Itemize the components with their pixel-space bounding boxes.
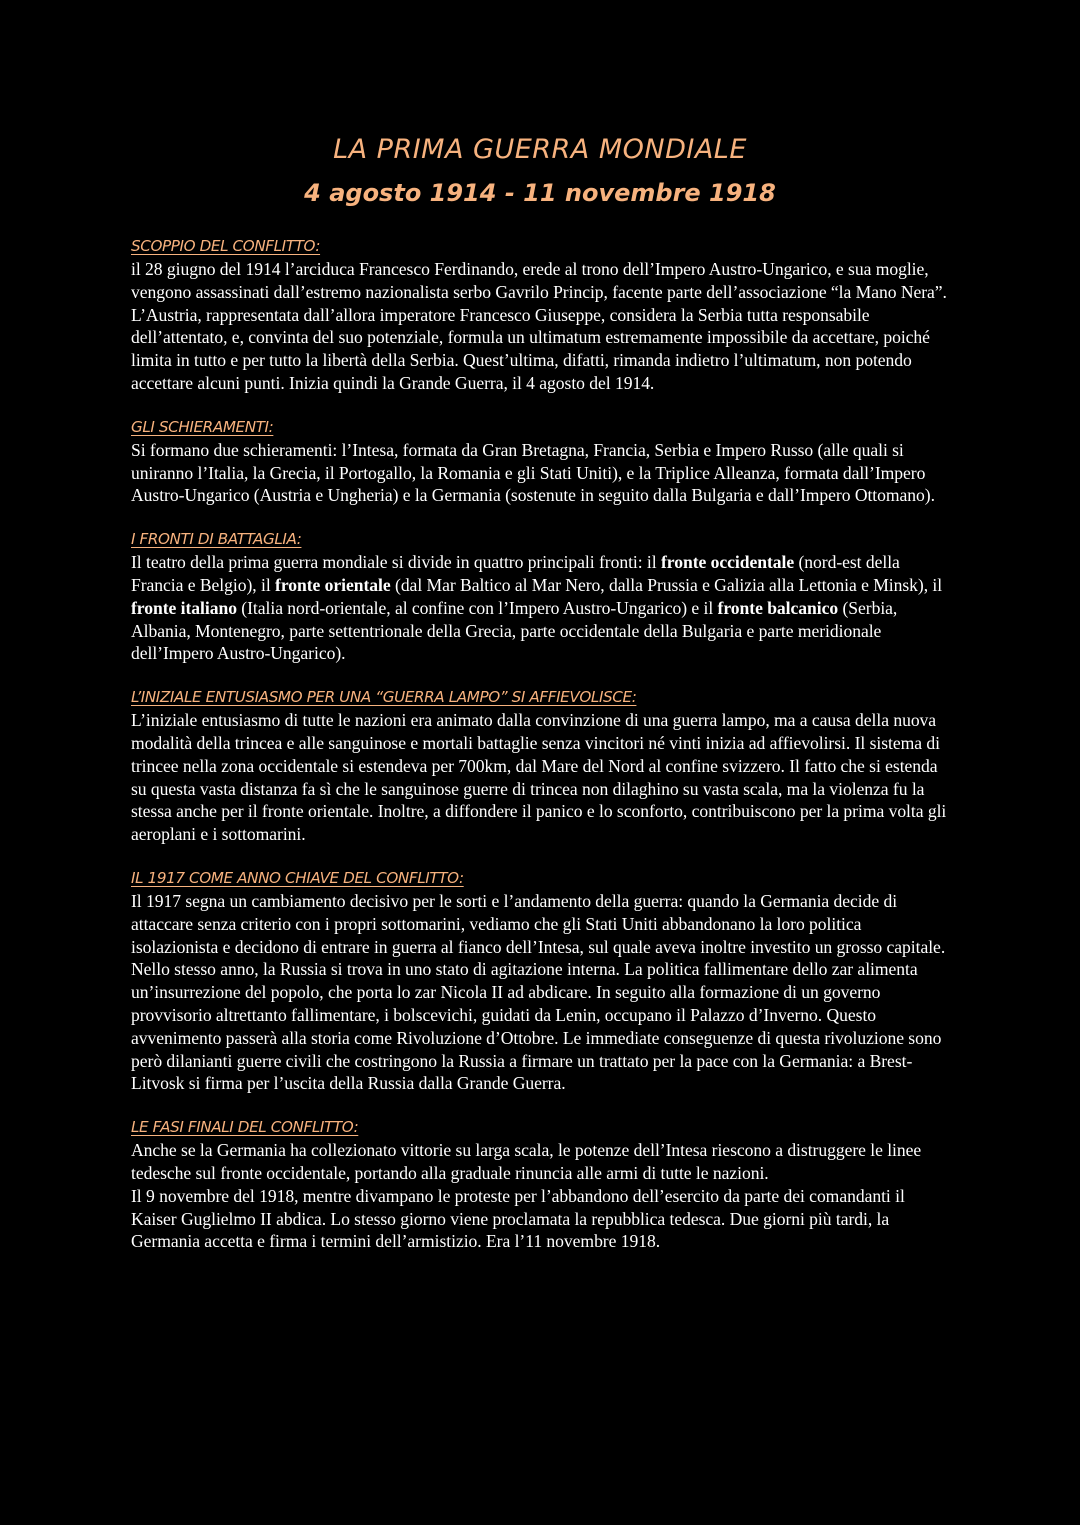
section-paragraph: il 28 giugno del 1914 l’arciduca Francesco Ferdinando, erede al trono dell’Impero Austro-Ungarico, e sua moglie, vengono assassinati dall’estremo nazionalista serbo Gavrilo Princip, facente parte dell’associazione “la Mano Nera”. L’Austria, rappresentata dall’allora imperatore Francesco Giuseppe, considera la Serbia tutta responsabile dell’attentato, e, convinta del suo potenziale, formula un ultimatum estremamente impossibile da accettare, poiché limita in tutto e per tutto la libertà della Serbia. Quest’ultima, difatti, rimanda indietro l’ultimatum, non potendo accettare alcuni punti. Inizia quindi la Grande Guerra, il 4 agosto del 1914. bbox=[131, 259, 947, 393]
section-paragraph: Il 1917 segna un cambiamento decisivo per le sorti e l’andamento della guerra: quando la Germania decide di attaccare senza criterio con i propri sottomarini, vediamo che gli Stati Uniti abbandonano la loro politica isolazionista e decidono di entrare in guerra al fianco dell’Intesa, sul quale aveva inoltre investito un grosso capitale. bbox=[131, 890, 946, 957]
text-run: (Serbia, Albania, Montenegro, parte settentrionale della Grecia, parte occidentale della Bulgaria e parte meridionale dell’Impero Austro-Ungarico). bbox=[131, 597, 898, 664]
text-run: (Italia nord-orientale, al confine con l’Impero Austro-Ungarico) e il bbox=[236, 597, 718, 618]
text-run: (nord-est della Francia e Belgio), il bbox=[131, 552, 900, 595]
section-scoppio bbox=[131, 236, 953, 395]
section-heading: L’INIZIALE ENTUSIASMO PER UNA “GUERRA LAMPO” SI AFFIEVOLISCE: bbox=[131, 688, 637, 707]
text-run: Il teatro della prima guerra mondiale si divide in quattro principali fronti: il bbox=[131, 552, 661, 573]
bold-term-fronte-orientale: fronte orientale bbox=[275, 574, 391, 595]
text-run: (dal Mar Baltico al Mar Nero, dalla Prussia e Galizia alla Lettonia e Minsk), il bbox=[390, 574, 943, 595]
section-paragraph: Nello stesso anno, la Russia si trova in uno stato di agitazione interna. La politica fallimentare dello zar alimenta un’insurrezione del popolo, che porta lo zar Nicola II ad abdicare. In seguito alla formazione di un governo provvisorio altrettanto fallimentare, i bolscevichi, guidati da Lenin, occupano il Palazzo d’Inverno. Questo avvenimento passerà alla storia come Rivoluzione d’Ottobre. Le immediate conseguenze di questa rivoluzione sono però dilanianti guerre civili che costringono la Russia a firmare un trattato per la pace con la Germania: a Brest-Litvosk si firma per l’uscita della Russia dalla Grande Guerra. bbox=[131, 959, 942, 1094]
bold-term-fronte-balcanico: fronte balcanico bbox=[717, 597, 839, 618]
document-body bbox=[131, 236, 953, 1275]
page-title: LA PRIMA GUERRA MONDIALE bbox=[333, 134, 747, 165]
bold-term-fronte-occidentale: fronte occidentale bbox=[660, 552, 795, 573]
page-subtitle-dates: 4 agosto 1914 - 11 novembre 1918 bbox=[304, 179, 776, 207]
section-heading: I FRONTI DI BATTAGLIA: bbox=[131, 530, 302, 549]
section-entusiasmo bbox=[131, 687, 953, 846]
section-heading: SCOPPIO DEL CONFLITTO: bbox=[131, 237, 321, 255]
section-paragraph: Si formano due schieramenti: l’Intesa, formata da Gran Bretagna, Francia, Serbia e Impero Russo (alle quali si uniranno l’Italia, la Grecia, il Portogallo, la Romania e gli Stati Uniti), e la Triplice Alleanza, formata dall’Impero Austro-Ungarico (Austria e Ungheria) e la Germania (sostenute in seguito dalla Bulgaria e dall’Impero Ottomano). bbox=[131, 439, 935, 506]
section-fronti bbox=[131, 529, 953, 665]
section-paragraph: Il 9 novembre del 1918, mentre divampano le proteste per l’abbandono dell’esercito da parte dei comandanti il Kaiser Guglielmo II abdica. Lo stesso giorno viene proclamata la repubblica tedesca. Due giorni più tardi, la Germania accetta e firma i termini dell’armistizio. Era l’11 novembre 1918. bbox=[131, 1185, 905, 1252]
section-heading: LE FASI FINALI DEL CONFLITTO: bbox=[131, 1118, 359, 1137]
section-heading: GLI SCHIERAMENTI: bbox=[131, 417, 274, 436]
section-fasi-finali bbox=[131, 1117, 953, 1253]
section-paragraph: L’iniziale entusiasmo di tutte le nazioni era animato dalla convinzione di una guerra lampo, ma a causa della nuova modalità della trincea e alle sanguinose e mortali battaglie senza vincitori né vinti inizia ad affievolirsi. Il sistema di trincee nella zona occidentale si estendeva per 700km, dal Mare del Nord al confine svizzero. Il fatto che si estenda su questa vasta distanza fa sì che le sanguinose guerre di trincea non dilaghino su vasta scala, ma la violenza fu la stessa anche per il fronte orientale. Inoltre, a diffondere il panico e lo sconforto, contribuiscono per la prima volta gli aeroplani e i sottomarini. bbox=[131, 710, 947, 845]
section-heading: IL 1917 COME ANNO CHIAVE DEL CONFLITTO: bbox=[131, 868, 464, 887]
section-paragraph: Anche se la Germania ha collezionato vittorie su larga scala, le potenze dell’Intesa riescono a distruggere le linee tedesche sul fronte occidentale, portando alla graduale rinuncia alle armi di tutte le nazioni. bbox=[131, 1140, 922, 1183]
section-1917 bbox=[131, 868, 953, 1095]
section-paragraph bbox=[131, 551, 953, 665]
bold-term-fronte-italiano: fronte italiano bbox=[131, 597, 237, 618]
section-schieramenti bbox=[131, 417, 953, 507]
